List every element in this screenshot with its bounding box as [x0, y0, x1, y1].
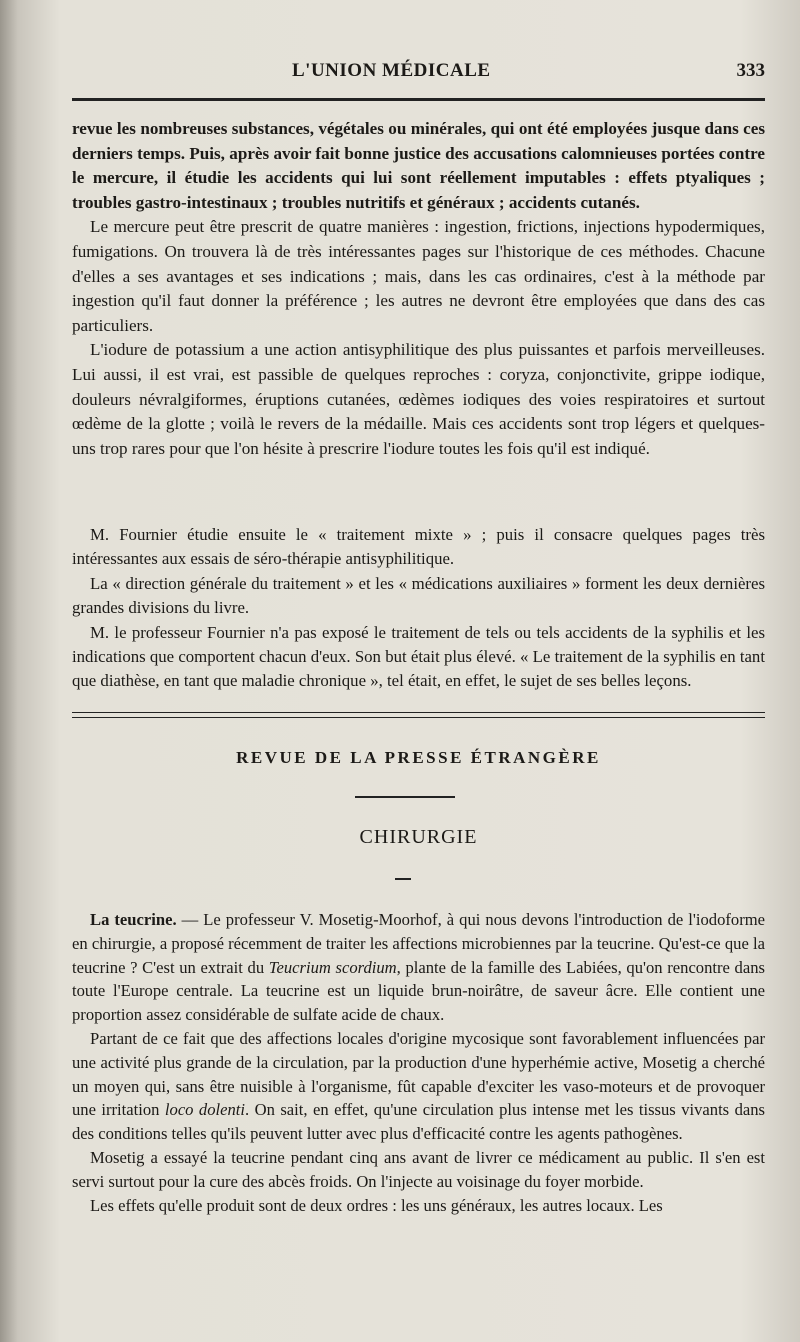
subsection-title: CHIRURGIE	[359, 826, 478, 848]
text-run: — Le professeur V. Mosetig-Moorhof, à qui nous devons l'introduction de l'iodoforme en chirurgie, a proposé récemment de traiter les affections microbiennes par la teucrine. Qu'est-ce que la teucrine ? C'est un extrait du	[72, 910, 765, 977]
paragraph-fournier-aim: M. le professeur Fournier n'a pas exposé le traitement de tels ou tels accidents de la syphilis et les indications que comportent chacun d'eux. Son but était plus élevé. « Le traitement de la syphilis en tant que diathèse, en tant que maladie chronique », tel était, en effet, le sujet de ses belles leçons.	[72, 622, 765, 691]
paragraph-mercury-methods: Le mercure peut être prescrit de quatre manières : ingestion, frictions, injections hypodermiques, fumigations. On trouvera là de très intéressantes pages sur l'historique de ces méthodes. Chacune d'elles a ses avantages et ses indications ; mais, dans les cas ordinaires, c'est à la méthode par ingestion qu'il faut donner la préférence ; les autres ne devront être employées que dans des cas particuliers.	[72, 217, 765, 335]
section-title: REVUE DE LA PRESSE ÉTRANGÈRE	[236, 748, 601, 767]
text-run: , plante de la famille des Labiées, qu'on rencontre dans toute l'Europe centrale. La teucrine est un liquide brun-noirâtre, de saveur âcre. Elle contient une proportion assez considérable de sulfate acide de chaux.	[72, 957, 765, 1025]
paragraph-teucrine-intro	[72, 908, 765, 1027]
species-name: Teucrium scordium	[268, 957, 397, 977]
text-block-fournier	[72, 523, 765, 694]
text-run: Partant de ce fait que des affections locales d'origine mycosique sont favorablement influencées par une activité plus grande de la circulation, par la production d'une hyperhémie active, Mosetig a cherché un moyen qui, sans être nuisible à l'organisme, fût capable d'exciter les vaso-moteurs et de provoquer une irritation	[72, 1028, 765, 1120]
paragraph-mercury-accidents: revue les nombreuses substances, végétales ou minérales, qui ont été employées jusque dans ces derniers temps. Puis, après avoir fait bonne justice des accusations calomnieuses portées contre le mercure, il étudie les accidents qui lui sont réellement imputables : effets ptyaliques ; troubles gastro-intestinaux ; troubles nutritifs et généraux ; accidents cutanés.	[72, 119, 765, 212]
latin-phrase: loco dolenti	[164, 1100, 246, 1120]
paragraph-teucrine-effects: Les effets qu'elle produit sont de deux ordres : les uns généraux, les autres locaux. Les	[90, 1195, 663, 1215]
page-number: 333	[736, 60, 765, 81]
header-rule	[72, 98, 765, 101]
page-header	[72, 58, 765, 88]
article-lead-title: La teucrine.	[90, 910, 177, 929]
paragraph-potassium-iodide: L'iodure de potassium a une action antisyphilitique des plus puissantes et parfois merveilleuses. Lui aussi, il est vrai, est passible de quelques reproches : coryza, conjonctivite, grippe iodique, douleurs névralgiformes, éruptions cutanées, œdèmes iodiques des voies respiratoires et surtout œdème de la glotte ; voilà le revers de la médaille. Mais ces accidents sont trop légers et quelques-uns trop rares pour que l'on hésite à prescrire l'iodure toutes les fois qu'il est indiqué.	[72, 340, 765, 458]
subsection-title-rule	[395, 878, 411, 880]
paragraph-teucrine-rationale	[72, 1027, 765, 1146]
section-double-rule	[72, 712, 765, 718]
paragraph-teucrine-trial: Mosetig a essayé la teucrine pendant cinq ans avant de livrer ce médicament au public. Il s'en est servi surtout pour la cure des abcès froids. On l'injecte au voisinage du foyer morbide.	[72, 1147, 765, 1191]
running-title: L'UNION MÉDICALE	[292, 60, 491, 81]
text-block-mercury-iodide	[72, 117, 765, 461]
text-block-teucrine	[72, 908, 765, 1217]
section-title-rule	[355, 796, 455, 798]
paragraph-mixed-treatment: M. Fournier étudie ensuite le « traitement mixte » ; puis il consacre quelques pages très intéressantes aux essais de séro-thérapie antisyphilitique.	[72, 525, 765, 569]
paragraph-general-direction: La « direction générale du traitement » et les « médications auxiliaires » forment les deux dernières grandes divisions du livre.	[72, 573, 765, 618]
text-run: . On sait, en effet, qu'une circulation plus intense met les tissus vivants dans des conditions telles qu'ils peuvent lutter avec plus d'efficacité contre les agents pathogènes.	[72, 1100, 765, 1144]
